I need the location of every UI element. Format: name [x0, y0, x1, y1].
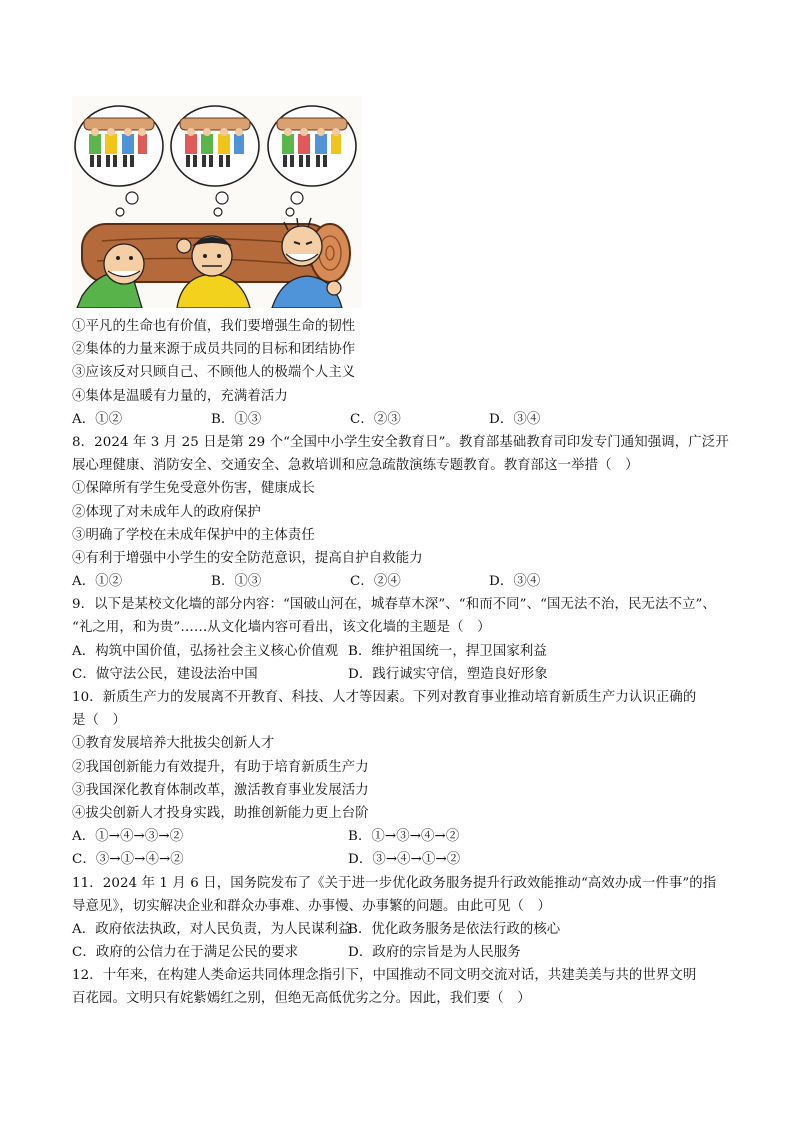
- thought-bubble-3: [268, 106, 356, 186]
- option-q10-a[interactable]: A．①→④→③→②: [72, 829, 184, 845]
- question-11-stem-1: 11．2024 年 1 月 6 日，国务院发布了《关于进一步优化政务服务提升行政效能推动“高效办成一件事”的指: [72, 875, 717, 891]
- option-q10-d[interactable]: D．③→④→①→②: [348, 852, 461, 868]
- option-q8-d[interactable]: D．③④: [489, 574, 541, 590]
- option-q11-b[interactable]: B．优化政务服务是依法行政的核心: [348, 921, 561, 937]
- statement-q8-2: ②体现了对未成年人的政府保护: [72, 504, 261, 520]
- option-q9-b[interactable]: B．维护祖国统一，捍卫国家利益: [348, 643, 547, 659]
- option-q9-a[interactable]: A．构筑中国价值，弘扬社会主义核心价值观: [72, 643, 339, 659]
- option-q7-c[interactable]: C．②③: [350, 411, 401, 427]
- options-q7: [72, 408, 732, 431]
- option-q11-a[interactable]: A．政府依法执政，对人民负责，为人民谋利益: [72, 921, 352, 937]
- question-9-stem-2: “礼之用，和为贵”……从文化墙内容可看出，该文化墙的主题是（ ）: [72, 620, 491, 636]
- option-q7-d[interactable]: D．③④: [489, 411, 541, 427]
- option-q9-d[interactable]: D．践行诚实守信，塑造良好形象: [348, 666, 548, 682]
- statement-q8-1: ①保障所有学生免受意外伤害，健康成长: [72, 481, 315, 497]
- options-q9-row-2: [72, 663, 732, 686]
- options-q9-row-1: [72, 640, 732, 663]
- option-q11-d[interactable]: D．政府的宗旨是为人民服务: [348, 945, 521, 961]
- option-q11-c[interactable]: C．政府的公信力在于满足公民的要求: [72, 945, 299, 961]
- option-q10-b[interactable]: B．①→③→④→②: [348, 829, 460, 845]
- option-q7-a[interactable]: A．①②: [72, 411, 123, 427]
- cartoon-illustration: [72, 96, 362, 308]
- options-q11-row-2: [72, 941, 732, 964]
- statement-q7-2: ②集体的力量来源于成员共同的目标和团结协作: [72, 342, 356, 358]
- question-8-stem-1: 8．2024 年 3 月 25 日是第 29 个“全国中小学生安全教育日”。教育部基础教育司印发专门通知强调，广泛开: [72, 434, 729, 450]
- option-q9-c[interactable]: C．做守法公民，建设法治中国: [72, 666, 258, 682]
- thought-bubble-1: [75, 106, 163, 186]
- statement-q8-3: ③明确了学校在未成年保护中的主体责任: [72, 527, 315, 543]
- options-q11-row-1: [72, 918, 732, 941]
- statement-q8-4: ④有利于增强中小学生的安全防范意识，提高自护自救能力: [72, 550, 423, 566]
- options-q10-row-2: [72, 848, 732, 871]
- thought-bubble-2: [171, 106, 259, 186]
- option-q8-b[interactable]: B．①③: [211, 574, 262, 590]
- statement-q7-3: ③应该反对只顾自己、不顾他人的极端个人主义: [72, 365, 356, 381]
- option-q8-a[interactable]: A．①②: [72, 574, 123, 590]
- question-12-stem-2: 百花园。文明只有姹紫嫣红之别，但绝无高低优劣之分。因此，我们要（ ）: [72, 991, 531, 1007]
- options-q10-row-1: [72, 825, 732, 848]
- question-12-stem-1: 12．十年来，在构建人类命运共同体理念指引下，中国推动不同文明交流对话，共建美美与共的世界文明: [72, 968, 697, 984]
- question-content: [72, 315, 732, 1011]
- question-11-stem-2: 导意见》，切实解决企业和群众办事难、办事慢、办事繁的问题。由此可见（ ）: [72, 898, 551, 914]
- statement-q10-2: ②我国创新能力有效提升，有助于培育新质生产力: [72, 759, 369, 775]
- statement-q10-4: ④拔尖创新人才投身实践，助推创新能力更上台阶: [72, 805, 369, 821]
- option-q7-b[interactable]: B．①③: [211, 411, 262, 427]
- question-9-stem-1: 9．以下是某校文化墙的部分内容：“国破山河在，城春草木深”、“和而不同”、“国无法不治，民无法不立”、: [72, 597, 716, 613]
- statement-q10-1: ①教育发展培养大批拔尖创新人才: [72, 736, 275, 752]
- statement-q10-3: ③我国深化教育体制改革，激活教育事业发展活力: [72, 782, 369, 798]
- statement-q7-1: ①平凡的生命也有价值，我们要增强生命的韧性: [72, 319, 356, 334]
- question-10-stem-2: 是（ ）: [72, 713, 126, 729]
- option-q8-c[interactable]: C．②④: [350, 574, 401, 590]
- question-10-stem-1: 10．新质生产力的发展离不开教育、科技、人才等因素。下列对教育事业推动培育新质生产力认识正确的: [72, 690, 697, 705]
- options-q8: [72, 570, 732, 593]
- statement-q7-4: ④集体是温暖有力量的，充满着活力: [72, 388, 288, 404]
- question-8-stem-2: 展心理健康、消防安全、交通安全、急救培训和应急疏散演练专题教育。教育部这一举措（ ）: [72, 458, 639, 474]
- option-q10-c[interactable]: C．③→①→④→②: [72, 852, 184, 868]
